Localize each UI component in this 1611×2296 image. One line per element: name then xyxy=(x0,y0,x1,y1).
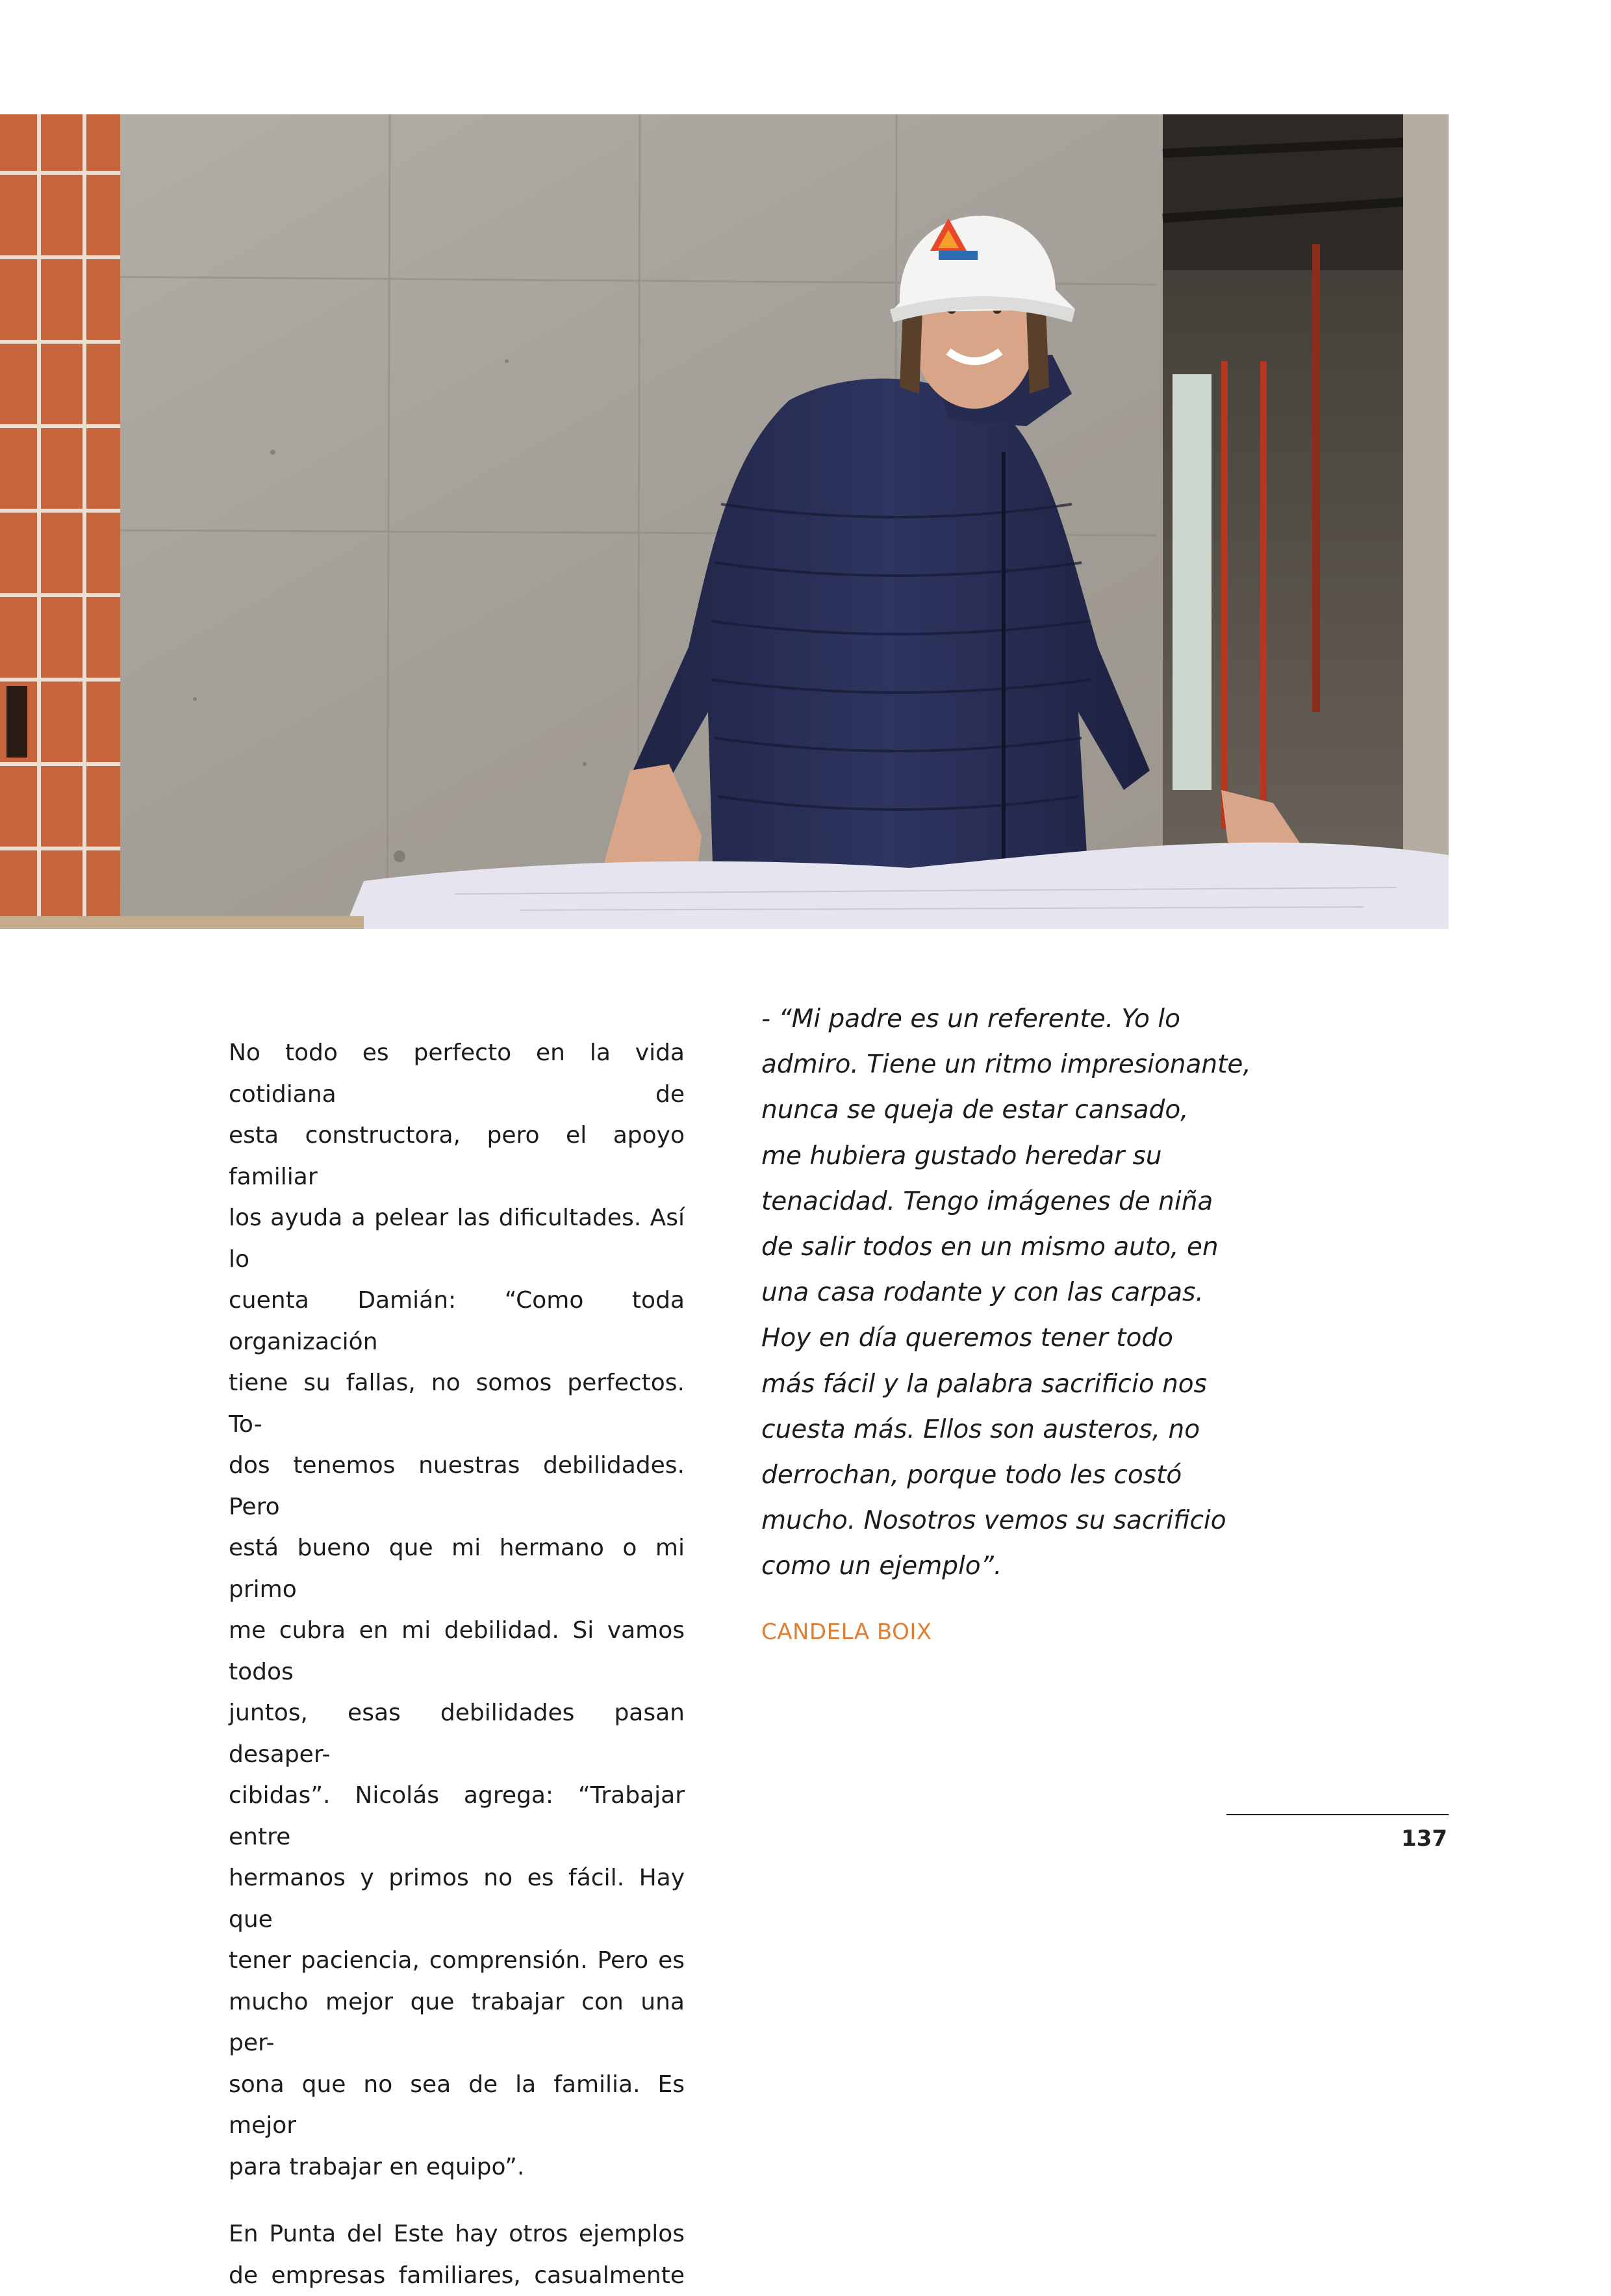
quote-line: derrochan, porque todo les costó xyxy=(761,1453,1255,1498)
quote-line: una casa rodante y con las carpas. xyxy=(761,1270,1255,1316)
text-line: No todo es perfecto en la vida cotidiana de xyxy=(229,1032,685,1115)
quote-line: mucho. Nosotros vemos su sacrificio xyxy=(761,1498,1255,1544)
text-line: me cubra en mi debilidad. Si vamos todos xyxy=(229,1610,685,1692)
text-line: tener paciencia, comprensión. Pero es xyxy=(229,1940,685,1982)
text-line: hermanos y primos no es fácil. Hay que xyxy=(229,1857,685,1940)
text-line: En Punta del Este hay otros ejemplos xyxy=(229,2213,685,2255)
text-line: para trabajar en equipo”. xyxy=(229,2147,685,2188)
quote-line: Hoy en día queremos tener todo xyxy=(761,1316,1255,1361)
article-quote-column xyxy=(761,997,1255,1655)
article-paragraph xyxy=(229,1032,685,2188)
text-line: esta constructora, pero el apoyo familiar xyxy=(229,1115,685,1197)
quote-line: tenacidad. Tengo imágenes de niña xyxy=(761,1179,1255,1225)
quote-line: nunca se queja de estar cansado, xyxy=(761,1088,1255,1133)
construction-worker-photo xyxy=(0,114,1449,929)
article-paragraph xyxy=(229,2213,685,2296)
text-line: está bueno que mi hermano o mi primo xyxy=(229,1527,685,1610)
quote-line: me hubiera gustado heredar su xyxy=(761,1134,1255,1179)
article-photo xyxy=(0,114,1449,929)
quote-line: más fácil y la palabra sacrificio nos xyxy=(761,1362,1255,1407)
quote-line: de salir todos en un mismo auto, en xyxy=(761,1225,1255,1270)
text-line: tiene su fallas, no somos perfectos. To- xyxy=(229,1362,685,1445)
page-number: 137 xyxy=(1401,1826,1447,1852)
quote-line: como un ejemplo”. xyxy=(761,1544,1255,1589)
footer-rule xyxy=(1226,1814,1449,1815)
text-line: juntos, esas debilidades pasan desaper- xyxy=(229,1692,685,1775)
text-line: dos tenemos nuestras debilidades. Pero xyxy=(229,1445,685,1527)
pull-quote xyxy=(761,997,1255,1590)
text-line: cibidas”. Nicolás agrega: “Trabajar entre xyxy=(229,1775,685,1857)
text-line: de empresas familiares, casualmente xyxy=(229,2255,685,2296)
quote-byline: CANDELA BOIX xyxy=(761,1609,1255,1655)
quote-line: cuesta más. Ellos son austeros, no xyxy=(761,1407,1255,1453)
text-line: cuenta Damián: “Como toda organización xyxy=(229,1280,685,1362)
article-left-column xyxy=(229,1032,685,2296)
text-line: los ayuda a pelear las dificultades. Así lo xyxy=(229,1197,685,1280)
text-line: mucho mejor que trabajar con una per- xyxy=(229,1982,685,2064)
quote-line: admiro. Tiene un ritmo impresionante, xyxy=(761,1042,1255,1088)
quote-line: - “Mi padre es un referente. Yo lo xyxy=(761,997,1255,1042)
text-line: sona que no sea de la familia. Es mejor xyxy=(229,2064,685,2147)
